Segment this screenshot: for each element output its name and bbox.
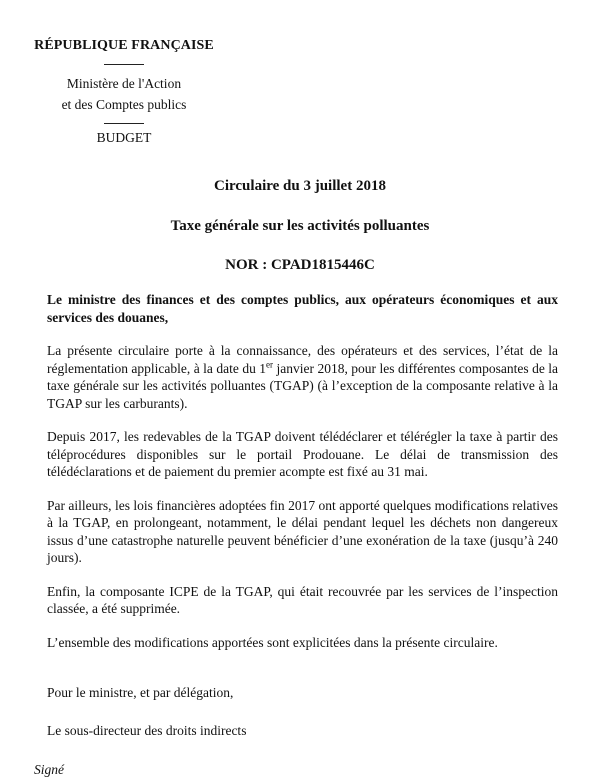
- circular-body: [47, 291, 558, 667]
- ministry-line-2: et des Comptes publics: [61, 97, 187, 112]
- closing-delegation: Pour le ministre, et par délégation,: [47, 685, 234, 700]
- header-divider-top: [104, 64, 144, 65]
- republic-name: RÉPUBLIQUE FRANÇAISE: [34, 38, 214, 53]
- ministry-name: [34, 73, 214, 115]
- paragraph-1-end: janvier 2018, pour les différentes composantes de la taxe générale sur les activités polluantes (TGAP) (à l’exception de la composante relative à la TGAP sur les carburants).: [47, 360, 559, 411]
- paragraph-3: Par ailleurs, les lois financières adoptées fin 2017 ont apporté quelques modifications relatives à la TGAP, en prolongeant, notamment, le délai pendant lequel les déchets non dangereux issus d’une catastrophe naturelle peuvent bénéficier d’une exonération de la taxe (jusqu’à 240 jours).: [47, 497, 558, 565]
- paragraph-1: [47, 342, 558, 412]
- closing-signatory: Le sous-directeur des droits indirects: [47, 723, 247, 738]
- paragraph-5: L’ensemble des modifications apportées sont explicitées dans la présente circulaire.: [47, 634, 498, 650]
- ordinal-superscript: er: [266, 359, 274, 369]
- issuer-header: [34, 38, 214, 146]
- circular-title: Circulaire du 3 juillet 2018: [214, 178, 386, 194]
- nor-reference: NOR : CPAD1815446C: [225, 257, 375, 273]
- addressee: Le ministre des finances et des comptes publics, aux opérateurs économiques et aux services des douanes,: [47, 292, 558, 325]
- paragraph-1-start: La présente circulaire porte à la connaissance, des opérateurs et des services, l’état de la réglementation applicable, à la date du 1: [47, 343, 558, 376]
- circular-subject: Taxe générale sur les activités polluantes: [170, 218, 430, 234]
- signed-mark: Signé: [34, 762, 64, 777]
- ministry-line-1: Ministère de l'Action: [66, 76, 182, 91]
- department-name: BUDGET: [96, 130, 152, 145]
- paragraph-4: Enfin, la composante ICPE de la TGAP, qui était recouvrée par les services de l’inspection classée, a été supprimée.: [47, 583, 558, 616]
- paragraph-2: Depuis 2017, les redevables de la TGAP doivent télédéclarer et télérégler la taxe à partir des téléprocédures disponibles sur le portail Prodouane. Le délai de transmission des télédéclarations et de paiement du premier acompte est fixé au 31 mai.: [47, 429, 558, 479]
- header-divider-bottom: [104, 123, 144, 124]
